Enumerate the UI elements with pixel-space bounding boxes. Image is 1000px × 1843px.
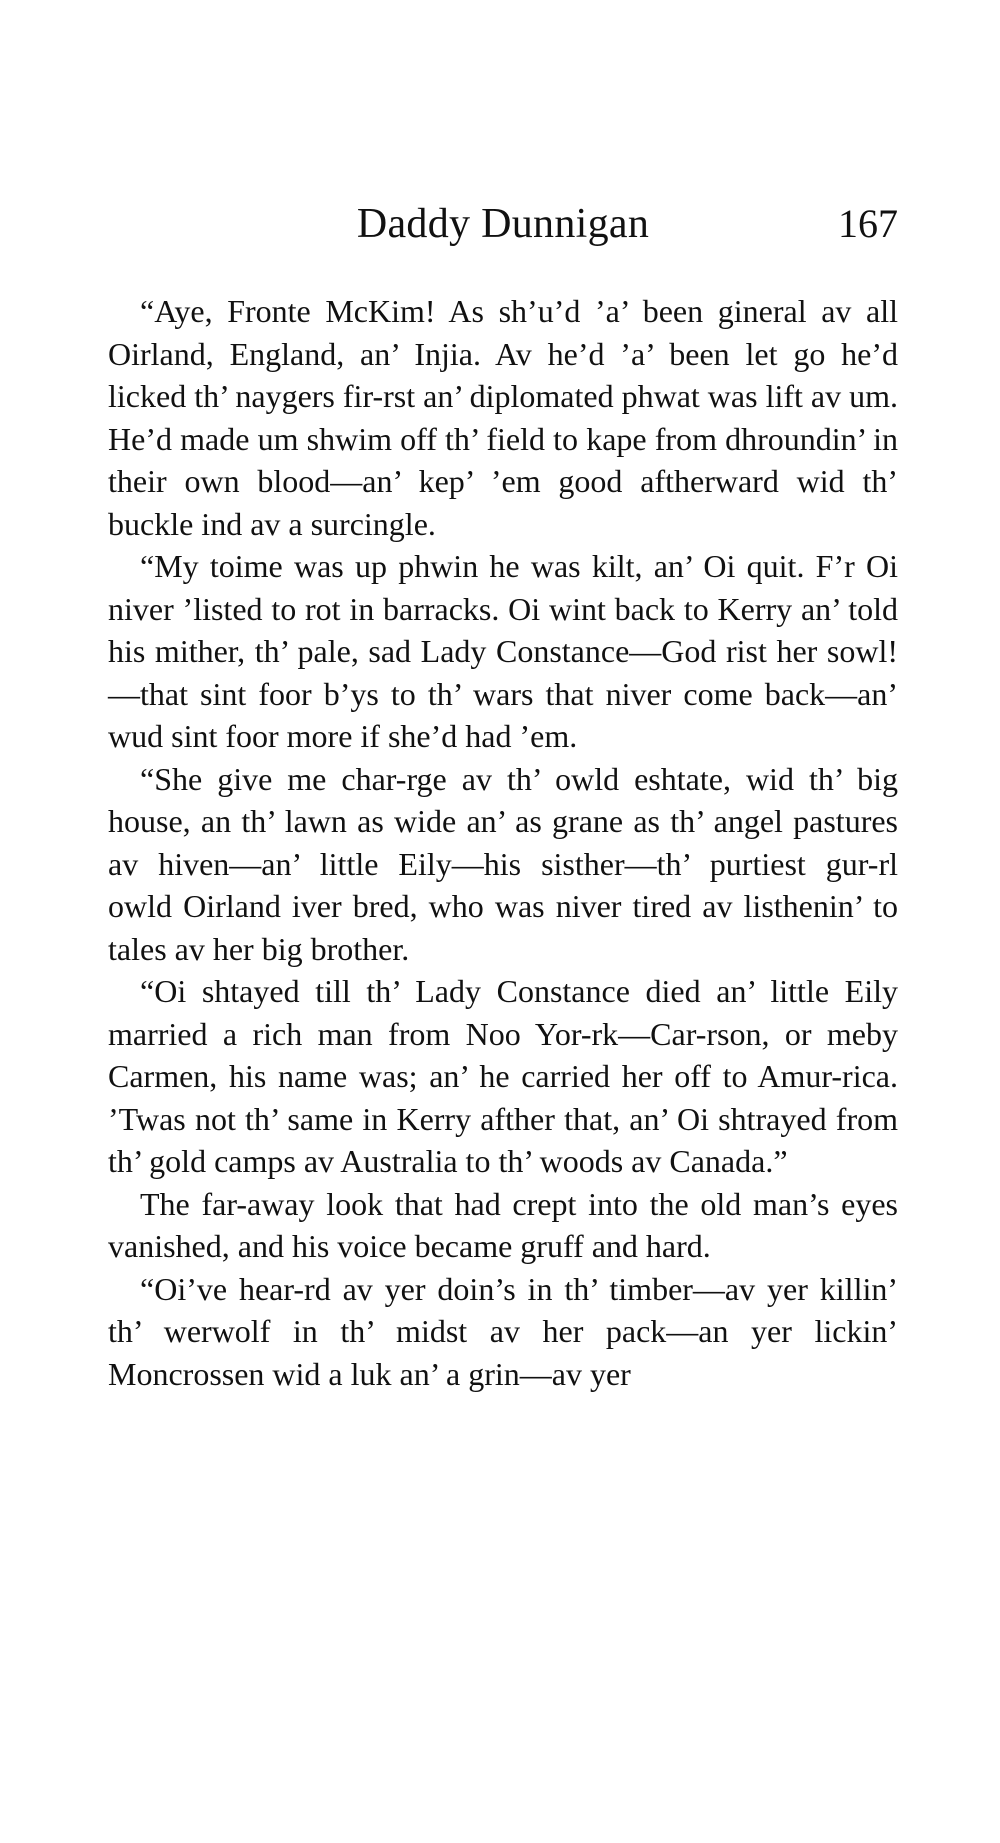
- body-text: [108, 290, 898, 1395]
- running-title: Daddy Dunnigan: [356, 201, 650, 247]
- paragraph: The far-away look that had crept into the old man’s eyes vanished, and his voice became gruff and hard.: [108, 1185, 898, 1264]
- paragraph: “My toime was up phwin he was kilt, an’ Oi quit. F’r Oi niver ’listed to rot in barracks. Oi wint back to Kerry an’ told his mither, th’ pale, sad Lady Constance—God rist her sowl!—that sint foor b’ys to th’ wars that niver come back—an’ wud sint foor more if she’d had ’em.: [108, 548, 898, 754]
- running-head: [108, 196, 898, 252]
- paragraph: “Oi shtayed till th’ Lady Constance died an’ little Eily married a rich man from Noo Yor-rk—Car-rson, or meby Carmen, his name was; an’ he carried her off to Amur-rica. ’Twas not th’ same in Kerry afther that, an’ Oi shtrayed from th’ gold camps av Australia to th’ woods av Canada.”: [108, 973, 898, 1179]
- paragraph: “Oi’ve hear-rd av yer doin’s in th’ timber—av yer killin’ th’ werwolf in th’ midst av her pack—an yer lickin’ Moncrossen wid a luk an’ a grin—av yer: [108, 1270, 898, 1392]
- page-number: 167: [838, 201, 898, 246]
- paragraph: “She give me char-rge av th’ owld eshtate, wid th’ big house, an th’ lawn as wide an’ as grane as th’ angel pastures av hiven—an’ little Eily—his sisther—th’ purtiest gur-rl owld Oirland iver bred, who was niver tired av listhenin’ to tales av her big brother.: [108, 760, 898, 967]
- paragraph: “Aye, Fronte McKim! As sh’u’d ’a’ been gineral av all Oirland, England, an’ Injia. Av he’d ’a’ been let go he’d licked th’ naygers fir-rst an’ diplomated phwat was lift av um. He’d made um shwim off th’ field to kape from dhroundin’ in their own blood—an’ kep’ ’em good aftherward wid th’ buckle ind av a surcingle.: [108, 293, 898, 542]
